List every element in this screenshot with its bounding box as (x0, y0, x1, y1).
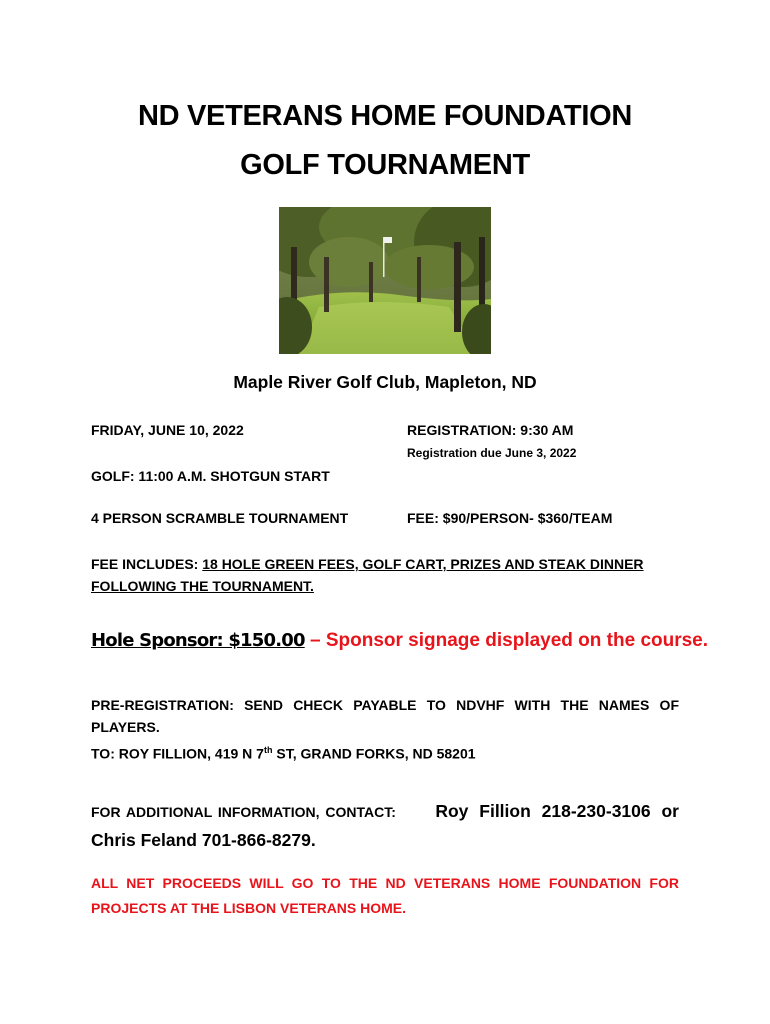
contact-label: FOR ADDITIONAL INFORMATION, CONTACT: (91, 804, 396, 820)
golf-course-photo (279, 207, 491, 354)
contact-chris: Chris Feland 701-866-8279. (91, 830, 316, 850)
address-sup: th (263, 745, 273, 755)
pre-registration (91, 694, 679, 738)
hole-sponsor (91, 630, 708, 652)
proceeds-line2: PROJECTS AT THE LISBON VETERANS HOME. (91, 900, 407, 916)
fee-includes-label: FEE INCLUDES: (91, 556, 203, 572)
address-prefix: TO: ROY FILLION, 419 N 7 (91, 745, 264, 762)
hole-sponsor-text: – Sponsor signage displayed on the course. (304, 630, 709, 651)
fee-includes (91, 553, 679, 597)
hole-sponsor-label: Hole Sponsor: $150.00 (91, 630, 305, 651)
fee-includes-line1: 18 HOLE GREEN FEES, GOLF CART, PRIZES AND STEAK DINNER (202, 556, 644, 572)
title-line-2: GOLF TOURNAMENT (240, 149, 530, 181)
venue: Maple River Golf Club, Mapleton, ND (233, 372, 537, 392)
contact-roy: Roy Fillion 218-230-3106 or (435, 801, 679, 821)
contact-info (91, 797, 679, 854)
prereg-line2: PLAYERS. (91, 719, 160, 735)
fee: FEE: $90/PERSON- $360/TEAM (407, 510, 613, 526)
registration-due: Registration due June 3, 2022 (407, 446, 577, 460)
title-line-1: ND VETERANS HOME FOUNDATION (137, 100, 633, 132)
address-suffix: ST, GRAND FORKS, ND 58201 (272, 745, 476, 762)
proceeds-line1: ALL NET PROCEEDS WILL GO TO THE ND VETERANS HOME FOUNDATION FOR (91, 875, 679, 891)
fee-includes-line2: FOLLOWING THE TOURNAMENT. (91, 578, 314, 594)
golf-start: GOLF: 11:00 A.M. SHOTGUN START (91, 468, 330, 484)
event-date: FRIDAY, JUNE 10, 2022 (91, 422, 244, 438)
contact-line1 (91, 797, 679, 826)
prereg-line1: PRE-REGISTRATION: SEND CHECK PAYABLE TO NDVHF WITH THE NAMES OF (91, 697, 679, 713)
mailing-address (91, 745, 476, 762)
proceeds-notice (91, 871, 679, 921)
registration-time: REGISTRATION: 9:30 AM (407, 422, 574, 438)
tournament-format: 4 PERSON SCRAMBLE TOURNAMENT (91, 510, 349, 526)
